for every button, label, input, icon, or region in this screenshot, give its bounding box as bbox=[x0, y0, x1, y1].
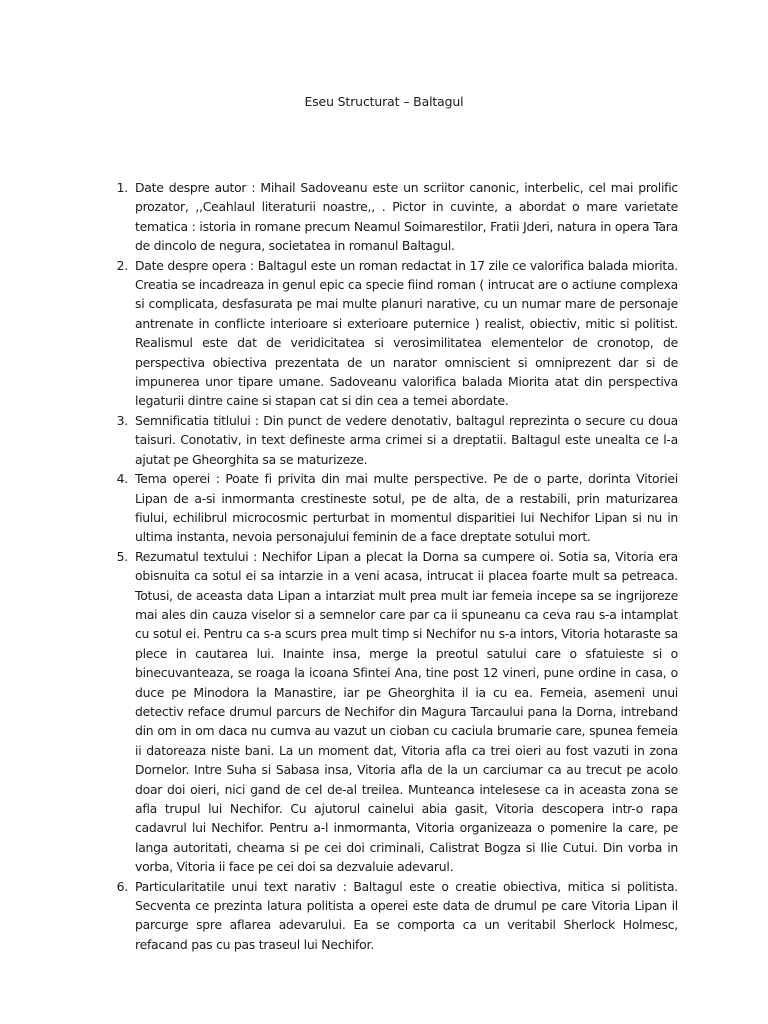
section-text: Particularitatile unui text narativ : Baltagul este o creatie obiectiva, mitica si politista. Secventa ce prezinta latura politista a operei este data de drumul pe care Vitoria Lipan il parcurge spre aflarea adevarului. Ea se comporta ca un veritabil Sherlock Holmesc, refacand pas cu pas traseul lui Nechifor. bbox=[135, 878, 678, 952]
section-number: 5. bbox=[116, 548, 128, 564]
essay-section-summary bbox=[110, 547, 678, 877]
essay-section-narrative-features bbox=[110, 877, 678, 955]
section-number: 6. bbox=[116, 878, 128, 894]
essay-section-title-meaning bbox=[110, 411, 678, 469]
section-text: Semnificatia titlului : Din punct de vedere denotativ, baltagul reprezinta o secure cu doua taisuri. Conotativ, in text defineste arma crimei si a dreptatii. Baltagul este unealta ce l-a ajutat pe Gheorghita sa se maturizeze. bbox=[135, 412, 678, 467]
section-number: 4. bbox=[116, 471, 128, 487]
section-number: 3. bbox=[116, 412, 128, 428]
essay-section-work bbox=[110, 256, 678, 411]
section-number: 2. bbox=[116, 257, 128, 273]
section-text: Rezumatul textului : Nechifor Lipan a plecat la Dorna sa cumpere oi. Sotia sa, Vitoria era obisnuita ca sotul ei sa intarzie in a veni acasa, intrucat ii placea foarte mult sa petreaca. Totusi, de aceasta data Lipan a intarziat mult prea mult iar femeia incepe sa se ingrijoreze mai ales din cauza viselor si a semnelor care par ca ii spuneanu ca ceva rau s-a intamplat cu sotul ei. Pentru ca s-a scurs prea mult timp si Nechifor nu s-a intors, Vitoria hotaraste sa plece in cautarea lui. Inainte insa, merge la preotul satului care o sfatuieste si o binecuvanteaza, se roaga la icoana Sfintei Ana, tine post 12 vineri, pune ordine in casa, o duce pe Minodora la Manastire, iar pe Gheorghita il ia cu ea. Femeia, asemeni unui detectiv reface drumul parcurs de Nechifor din Magura Tarcaului pana la Dorna, intreband din om in om daca nu cumva au vazut un cioban cu caciula brumarie care, spunea femeia ii datoreaza niste bani. La un moment dat, Vitoria afla ca trei oieri au fost vazuti in zona Dornelor. Intre Suha si Sabasa insa, Vitoria afla de la un carciumar ca au trecut pe acolo doar doi oieri, nici gand de cel de-al treilea. Munteanca intelesese ca in aceasta zona se afla trupul lui Nechifor. Cu ajutorul cainelui abia gasit, Vitoria descopera intr-o rapa cadavrul lui Nechifor. Pentru a-l inmormanta, Vitoria organizeaza o pomenire la care, pe langa autoritati, cheama si pe cei doi criminali, Calistrat Bogza si Ilie Cutui. Din vorba in vorba, Vitoria ii face pe cei doi sa dezvaluie adevarul. bbox=[135, 548, 678, 875]
essay-section-theme bbox=[110, 469, 678, 547]
section-text: Tema operei : Poate fi privita din mai multe perspective. Pe de o parte, dorinta Vitoriei Lipan de a-si inmormanta crestineste sotul, pe de alta, de a restabili, prin maturizarea fiului, echilibrul microcosmic perturbat in momentul disparitiei lui Nechifor Lipan si nu in ultima instanta, nevoia personajului feminin de a face dreptate sotului mort. bbox=[135, 471, 678, 545]
section-text: Date despre opera : Baltagul este un roman redactat in 17 zile ce valorifica balada miorita. Creatia se incadreaza in genul epic ca specie fiind roman ( intrucat are o actiune complexa si complicata, desfasurata pe mai multe planuri narative, cu un numar mare de personaje antrenate in conflicte interioare si exterioare puternice ) realist, obiectiv, mitic si politist. Realismul este dat de veridicitatea si verosimilitatea elementelor de cronotop, de perspectiva obiectiva prezentata de un narator omniscient si omniprezent dar si de impunerea unor tipare umane. Sadoveanu valorifica balada Miorita atat din perspectiva legaturii dintre caine si stapan cat si din cea a temei abordate. bbox=[135, 257, 678, 409]
section-text: Date despre autor : Mihail Sadoveanu este un scriitor canonic, interbelic, cel mai prolific prozator, ,,Ceahlaul literaturii noastre,, . Pictor in cuvinte, a abordat o mare varietate tematica : istoria in romane precum Neamul Soimarestilor, Fratii Jderi, natura in opera Tara de dincolo de negura, societatea in romanul Baltagul. bbox=[135, 180, 678, 254]
essay-section-list bbox=[110, 178, 678, 954]
essay-section-author bbox=[110, 178, 678, 256]
document-title: Eseu Structurat – Baltagul bbox=[304, 94, 464, 109]
section-number: 1. bbox=[116, 180, 128, 195]
